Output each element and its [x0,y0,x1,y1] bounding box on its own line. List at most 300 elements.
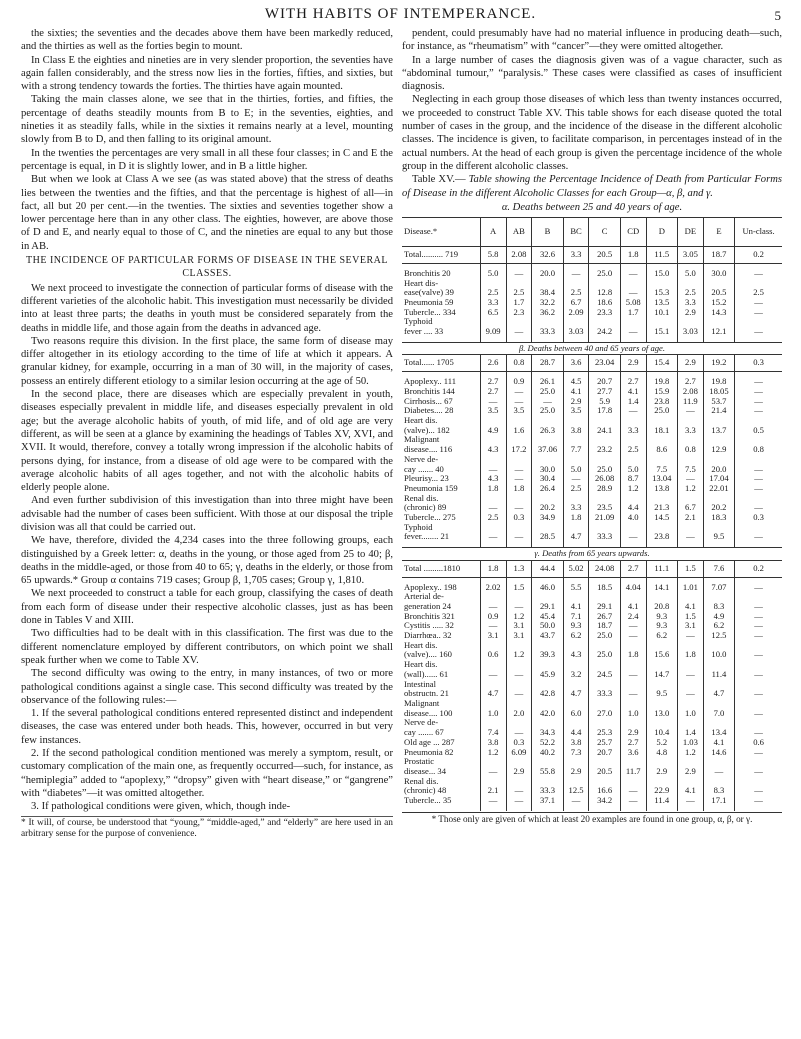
table-cell: Pleurisy... 23 [404,473,449,484]
table-cell: 15.6 [646,650,677,660]
table-cell: 4.3 [480,474,506,484]
table-cell: 11.7 [620,767,646,777]
table-cell: 9.3 [563,621,589,631]
table-cell [646,806,677,811]
table-cell: 4.9 [480,426,506,436]
table-cell: 24.2 [589,327,620,337]
table-cell: 12.5 [703,631,734,641]
table-cell: (valve).... 160 [404,649,452,660]
table-cell: 38.4 [532,288,563,298]
header-row [402,218,782,247]
column-header: B [532,218,563,247]
table-cell: 3.1 [506,621,532,631]
table-row [402,699,782,709]
table-row [402,426,782,436]
table-cell: 4.04 [620,583,646,593]
table-cell: 7.4 [480,728,506,738]
table-cell: 24.08 [589,560,620,577]
paragraph: the sixties; the seventies and the decades above them have been markedly reduced, and the thirties as well as the forties begin to mount. [21,28,393,53]
right-paragraphs [402,27,782,173]
table-cell: 17.2 [506,445,532,455]
table-cell: 2.5 [735,288,782,298]
table-cell: 2.9 [506,767,532,777]
table-cell: 2.5 [677,288,703,298]
table-cell: 0.2 [735,247,782,264]
table-cell: — [735,631,782,641]
table-cell: 1.8 [480,560,506,577]
table-cell: 0.8 [677,445,703,455]
table-cell: 5.02 [563,560,589,577]
table-row [402,532,782,542]
table-cell: 18.3 [703,513,734,523]
table-cell: 21.4 [703,406,734,416]
table-cell: — [735,709,782,719]
table-cell: 39.3 [532,650,563,660]
table-cell: 25.0 [589,631,620,641]
table-cell: 2.02 [480,583,506,593]
table-cell: 0.9 [506,377,532,387]
table-cell: 6.2 [703,621,734,631]
table-cell: 2.9 [563,397,589,407]
table-cell: 20.7 [589,377,620,387]
table-cell: 28.9 [589,484,620,494]
table-cell: 34.9 [532,513,563,523]
table-cell: 2.9 [563,767,589,777]
column-header: DE [677,218,703,247]
table-cell: 20.5 [703,288,734,298]
table-cell: 2.7 [677,377,703,387]
table-cell: — [735,767,782,777]
table-cell: 7.5 [677,465,703,475]
table-cell: 3.8 [563,738,589,748]
table-cell [402,806,480,811]
table-cell: — [735,474,782,484]
table-cell: 0.8 [506,355,532,372]
table-cell: 33.3 [589,689,620,699]
table-cell: 9.09 [480,327,506,337]
table-cell: 19.8 [646,377,677,387]
table-cell: 8.7 [620,474,646,484]
table-cell: Heart dis- [404,277,439,288]
table-cell: fever........ 21 [404,531,450,542]
table-cell: 2.5 [480,288,506,298]
table-cell: 1.0 [480,709,506,719]
left-column [21,27,393,840]
table-cell: Malignant [404,434,440,445]
table-cell: 1.8 [506,484,532,494]
table-cell: 7.5 [646,465,677,475]
table-cell: 6.2 [646,631,677,641]
table-cell: — [677,532,703,542]
table-cell: 12.8 [589,288,620,298]
table-cell: 2.9 [620,355,646,372]
table-cell: 10.0 [703,650,734,660]
table-cell: — [506,387,532,397]
table-cell: 20.2 [532,503,563,513]
table-cell: 4.8 [646,748,677,758]
table-cell: — [735,377,782,387]
table-cell: 18.1 [646,426,677,436]
table-cell: — [506,269,532,279]
table-cell: — [735,298,782,308]
table-cell: 36.2 [532,308,563,318]
table-cell: 29.1 [532,602,563,612]
table-cell: Apoplexy.. 198 [404,581,457,592]
table-cell: 5.0 [620,465,646,475]
table-cell: 2.5 [563,484,589,494]
table-cell: — [735,465,782,475]
table-cell: 23.8 [646,397,677,407]
table-cell [703,806,734,811]
table-cell: Typhoid [404,521,433,532]
table-cell: 2.7 [480,377,506,387]
table-cell: 4.9 [703,612,734,622]
table-cell: 8.3 [703,786,734,796]
table-cell: disease.... 100 [404,707,453,718]
table-cell: 45.4 [532,612,563,622]
table-cell: 4.7 [563,689,589,699]
table-cell: 2.4 [620,612,646,622]
table-cell: 33.3 [532,327,563,337]
table-cell: 3.3 [480,298,506,308]
table-cell: 25.0 [646,406,677,416]
table-cell: 26.4 [532,484,563,494]
table-cell: 23.2 [589,445,620,455]
table-row [402,777,782,787]
table-cell: 11.9 [677,397,703,407]
table-cell: 3.5 [563,406,589,416]
table-cell: 11.4 [646,796,677,806]
table-cell: 5.8 [480,247,506,264]
table-cell: 2.6 [480,355,506,372]
table-cell: 0.3 [735,355,782,372]
table-cell: 13.4 [703,728,734,738]
table-cell: Total...... 1705 [402,355,480,372]
table-cell: 25.7 [589,738,620,748]
table-cell: 2.1 [677,513,703,523]
table-cell: 0.8 [735,445,782,455]
group-title: β. Deaths between 40 and 65 years of age. [402,342,782,355]
table-cell: 3.05 [677,247,703,264]
table-cell: 3.5 [480,406,506,416]
table-cell: — [620,269,646,279]
table-cell: 4.7 [480,689,506,699]
table-cell: 2.08 [677,387,703,397]
table-cell: 2.9 [677,767,703,777]
table-cell: 3.03 [677,327,703,337]
table-cell: 3.8 [480,738,506,748]
table-cell: 25.0 [589,650,620,660]
table-cell: — [735,689,782,699]
table-cell: — [532,397,563,407]
table-cell: 20.7 [589,748,620,758]
table-row [402,308,782,318]
table-cell: — [735,670,782,680]
table-cell: 18.6 [589,298,620,308]
table-cell: — [480,465,506,475]
table-cell: cay ....... 67 [404,727,444,738]
table-cell: 1.2 [677,748,703,758]
group-title-row [402,342,782,355]
table-cell: 4.4 [563,728,589,738]
table-cell: 6.5 [480,308,506,318]
table-cell: — [735,650,782,660]
table-cell: 4.7 [703,689,734,699]
table-cell: — [620,631,646,641]
table-cell: — [480,796,506,806]
table-cell: — [480,621,506,631]
table-cell: — [480,503,506,513]
table-row [402,680,782,690]
table-label: Table XV.— [412,174,466,186]
table-cell: 4.1 [563,387,589,397]
table-cell: obstructn. 21 [404,688,449,699]
table-cell: Pneumonia 159 [404,482,458,493]
table-cell: Tubercle... 334 [404,306,456,317]
table-cell: 26.3 [532,426,563,436]
table-cell: 1.7 [506,298,532,308]
table-cell: 3.3 [677,426,703,436]
table-cell: Intestinal [404,678,436,689]
table-cell: Malignant [404,697,440,708]
table-cell: 10.1 [646,308,677,318]
table-cell: 2.9 [677,308,703,318]
table-cell: 25.3 [589,728,620,738]
total-row [402,247,782,264]
table-cell: Total .........1810 [402,560,480,577]
table-row [402,631,782,641]
table-cell [620,806,646,811]
table-cell: 27.0 [589,709,620,719]
table-cell: 14.3 [703,308,734,318]
table-cell: — [735,484,782,494]
table-cell: 1.3 [506,560,532,577]
table-cell: 40.2 [532,748,563,758]
table-cell: 52.2 [532,738,563,748]
table-cell: 9.3 [646,612,677,622]
table-cell: 1.2 [506,612,532,622]
table-cell: — [735,308,782,318]
table-cell: 25.0 [532,406,563,416]
table-row [402,327,782,337]
table-cell: Total.......... 719 [402,247,480,264]
paragraph: But when we look at Class A we see (as was stated above) that the stress of deaths lies between the twenties and the fifties, and that the percentage is highest of all—in fact, all but 20 per cent.—in the twenties. The sixties and seventies together show a lower percentage here than in any other class. The eighties, however, are above those of D and E, and nearly equal to those of C, and the nineties are equal to any but those in AB. [21,174,393,252]
table-row [402,728,782,738]
table-cell: 1.2 [506,650,532,660]
table-cell: 1.4 [677,728,703,738]
table-cell: generation 24 [404,600,452,611]
table-cell: — [620,406,646,416]
table-cell: — [735,327,782,337]
table-cell: 1.03 [677,738,703,748]
table-cell: 0.3 [506,738,532,748]
table-cell: Typhoid [404,316,433,327]
table-cell: 4.0 [620,513,646,523]
table-cell: 0.3 [735,513,782,523]
table-cell: 1.2 [620,484,646,494]
table-cell: — [677,796,703,806]
table-cell: 32.6 [532,247,563,264]
paragraph: We next proceed to investigate the connection of particular forms of disease with the different varieties of the alcoholic habit. This investigation must necessarily be divided into at least three parts; the deaths in youth must be considered separately from the deaths in middle life, and those again from the deaths in advanced age. [21,282,393,334]
paragraph: 1. If the several pathological conditions entered represented distinct and independent diseases, the case was entered under both heads. This, however, occurred in but very few instances. [21,708,393,746]
table-cell: 3.1 [677,621,703,631]
table-cell: 3.3 [563,503,589,513]
table-caption: Table showing the Percentage Incidence of Death from Particular Forms of Disease in the different Alcoholic Classes for each Group—α, β, and γ. [402,174,782,199]
table-cell: — [620,670,646,680]
table-cell: 2.7 [620,738,646,748]
paragraph: We have, therefore, divided the 4,234 cases into the three following groups, each distinguished by a Greek letter: α, deaths in the young, or those aged from 25 to 40; β, deaths in the middle-aged, or those from 40 to 65; γ, deaths in the elderly, or those from 65 upwards.* Group α contains 719 cases; Group β, 1,705 cases; Group γ, 1,810. [21,535,393,587]
table-cell: 4.3 [563,650,589,660]
table-cell: 13.0 [646,709,677,719]
running-head: WITH HABITS OF INTEMPERANCE. [264,6,537,22]
left-paragraphs [21,27,393,814]
table-cell: 2.9 [620,728,646,738]
table-row [402,484,782,494]
table-cell: — [620,689,646,699]
table-cell: 6.2 [563,631,589,641]
table-cell: 20.2 [703,503,734,513]
paragraph: pendent, could presumably have had no material influence in producing death—such, for instance, as “rheumatism” with “cancer”—they were omitted altogether. [402,28,782,53]
table-row [402,602,782,612]
table-cell: — [620,621,646,631]
table-cell: 34.3 [532,728,563,738]
table-cell: 2.5 [620,445,646,455]
table-cell: 21.09 [589,513,620,523]
table-cell: — [506,670,532,680]
paragraph: In the second place, there are diseases which are especially prevalent in youth, diseases especially prevalent in middle life, and diseases especially prevalent in old age; but the average alcoholic habits of youth, of mid life, and of old age are very different, as will be seen at a glance by examining the headings of Tables XV, XVI, and XVII. It would, therefore, convey a totally wrong impression if the alcoholic habits of persons dying, for instance, from a disease of old age were to be compared with the average alcoholic habits of all ages together, and not with the alcoholic habits of elderly people alone. [21,389,393,494]
table-row [402,513,782,523]
table-cell: 16.6 [589,786,620,796]
table-cell: 50.0 [532,621,563,631]
table-cell: (valve)... 182 [404,424,450,435]
table-cell: 3.6 [563,355,589,372]
column-header: C [589,218,620,247]
table-cell: 4.5 [563,377,589,387]
column-header: D [646,218,677,247]
table-cell: 14.7 [646,670,677,680]
table-cell: — [735,397,782,407]
table-cell: — [735,532,782,542]
table-cell: 5.9 [589,397,620,407]
table-cell: 6.0 [563,709,589,719]
table-cell: 0.9 [480,612,506,622]
table-cell: — [677,689,703,699]
table-cell: 5.0 [677,269,703,279]
table-cell: 3.8 [563,426,589,436]
table-cell: 26.08 [589,474,620,484]
table-row [402,796,782,806]
table-cell: 20.5 [589,247,620,264]
table-cell: 37.06 [532,445,563,455]
table-cell: 12.1 [703,327,734,337]
table-cell: — [506,503,532,513]
table-cell: 5.0 [563,465,589,475]
column-header: Un-class. [735,218,782,247]
table-row [402,709,782,719]
table-cell: — [620,532,646,542]
table-cell: — [735,269,782,279]
table-cell: 3.1 [480,631,506,641]
table-cell: — [735,621,782,631]
table-cell: 30.0 [532,465,563,475]
table-cell [480,806,506,811]
table-cell: 13.5 [646,298,677,308]
table-cell: — [480,767,506,777]
table-cell: 1.0 [677,709,703,719]
table-cell [589,806,620,811]
paragraph: In Class E the eighties and nineties are in very slender proportion, the seventies have again fallen considerably, and the stress now lies in the forties, fifties, and sixties, but with a strong tendency towards the forties. The thirties have again mounted. [21,54,393,93]
table-cell: 6.7 [563,298,589,308]
table-cell: 10.4 [646,728,677,738]
table-cell: Arterial de- [404,591,444,602]
table-cell: 14.5 [646,513,677,523]
table-cell [677,806,703,811]
table-cell: 4.4 [620,503,646,513]
data-table [402,217,782,811]
table-cell: 4.1 [703,738,734,748]
table-cell: 33.3 [532,786,563,796]
table-cell: 23.3 [589,308,620,318]
table-cell: 1.5 [506,583,532,593]
table-row [402,592,782,602]
table-cell: 0.6 [480,650,506,660]
table-cell: — [480,397,506,407]
table-cell: — [735,796,782,806]
table-cell: 1.8 [480,484,506,494]
table-cell: 15.2 [703,298,734,308]
table-cell: 2.7 [480,387,506,397]
table-cell: 1.01 [677,583,703,593]
table-cell: disease... 34 [404,765,447,776]
table-cell: 7.1 [563,612,589,622]
table-cell: 20.5 [589,767,620,777]
table-cell: 4.1 [620,602,646,612]
table-row [402,670,782,680]
column-header: A [480,218,506,247]
table-cell: — [563,796,589,806]
table-cell: 22.01 [703,484,734,494]
table-cell: 18.5 [589,583,620,593]
footnote: * It will, of course, be understood that “young,” “middle-aged,” and “elderly” are here used in an arbitrary sense for the purpose of convenience. [21,817,393,839]
table-cell: 11.1 [646,560,677,577]
table-cell: — [735,786,782,796]
table-cell: 2.09 [563,308,589,318]
table-cell: — [735,406,782,416]
table-cell: 29.1 [589,602,620,612]
table-cell: 15.1 [646,327,677,337]
table-cell: 18.05 [703,387,734,397]
table-cell: 23.04 [589,355,620,372]
table-footnote: * Those only are given of which at least 20 examples are found in one group, α, β, or γ. [402,812,782,825]
table-cell: 25.0 [589,465,620,475]
table-cell: — [506,397,532,407]
table-cell: Heart dis. [404,639,438,650]
table-cell: — [677,670,703,680]
table-cell: 44.4 [532,560,563,577]
table-cell: Prostatic [404,756,435,767]
table-cell: 2.0 [506,709,532,719]
table-cell: 19.8 [703,377,734,387]
table-cell: 28.5 [532,532,563,542]
table-row [402,523,782,533]
table-cell: 30.0 [703,269,734,279]
table-cell: 25.0 [532,387,563,397]
table-cell: (chronic) 89 [404,502,447,513]
table-cell: 9.5 [703,532,734,542]
table-row [402,612,782,622]
section-heading: THE INCIDENCE OF PARTICULAR FORMS OF DISEASE IN THE SEVERAL CLASSES. [26,255,388,280]
table-cell: — [677,631,703,641]
